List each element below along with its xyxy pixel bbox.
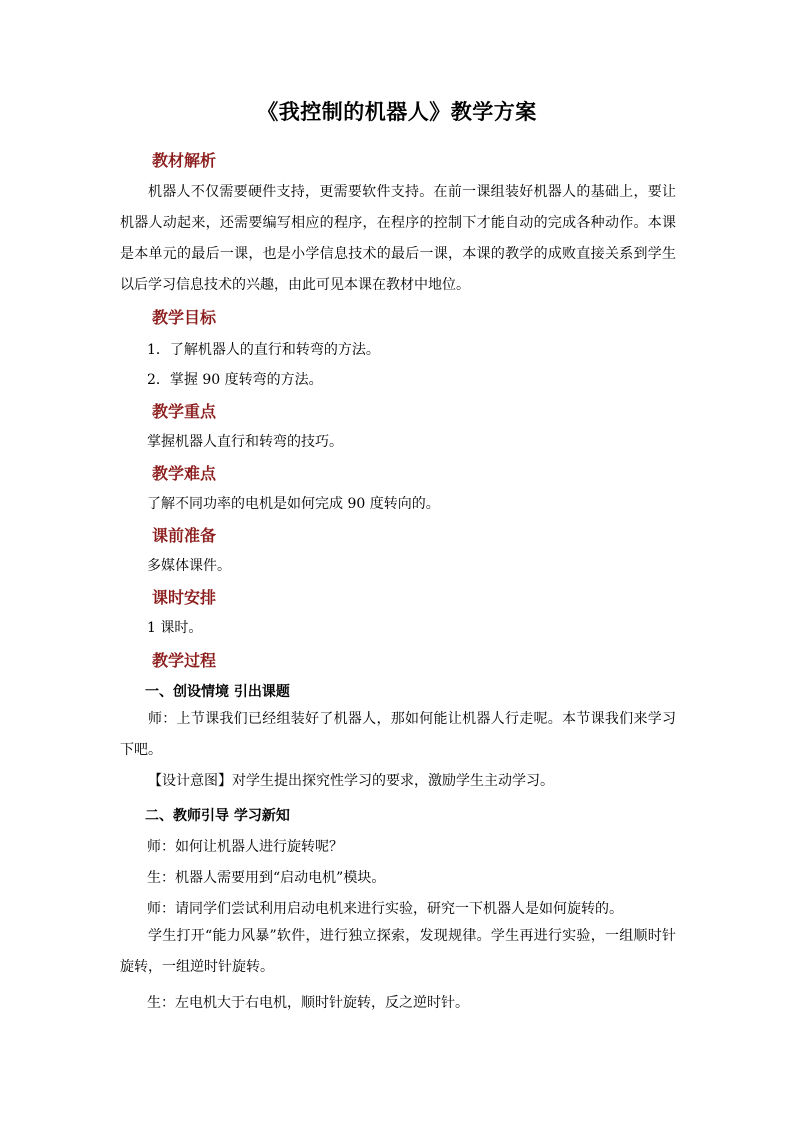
text-key-point: 掌握机器人直行和转弯的技巧。 <box>147 434 343 450</box>
text-question-2: 师：请同学们尝试利用启动电机来进行实验，研究一下机器人是如何旋转的。 <box>147 901 623 917</box>
heading-process: 教学过程 <box>152 651 217 670</box>
heading-preparation: 课前准备 <box>152 526 217 545</box>
text-schedule: 1 课时。 <box>147 620 203 636</box>
heading-key-point: 教学重点 <box>152 402 217 421</box>
text-difficulty: 了解不同功率的电机是如何完成 90 度转向的。 <box>147 496 440 512</box>
paragraph-teacher-intro: 师：上节课我们已经组装好了机器人，那如何能让机器人行走呢。本节课我们来学习下吧。 <box>120 711 676 758</box>
goal-item-2: 2．掌握 90 度转弯的方法。 <box>147 372 323 388</box>
text-question-1: 师：如何让机器人进行旋转呢？ <box>147 839 343 855</box>
text-answer-2: 生：左电机大于右电机，顺时针旋转，反之逆时针。 <box>147 995 469 1011</box>
goal-item-1: 1．了解机器人的直行和转弯的方法。 <box>147 342 380 358</box>
paragraph-analysis: 机器人不仅需要硬件支持，更需要软件支持。在前一课组装好机器人的基础上，要让机器人动起来，还需要编写相应的程序，在程序的控制下才能自动的完成各种动作。本课是本单元的最后一课，也是小学信息技术的最后一课，本课的教学的成败直接关系到学生以后学习信息技术的兴趣，由此可见本课在教材中地位。 <box>120 184 676 293</box>
paragraph-student-activity: 学生打开“能力风暴”软件，进行独立探索，发现规律。学生再进行实验，一组顺时针旋转，一组逆时针旋转。 <box>120 928 676 975</box>
document-title: 《我控制的机器人》教学方案 <box>257 99 537 124</box>
subheading-part1: 一、创设情境 引出课题 <box>145 684 290 700</box>
text-answer-1: 生：机器人需要用到“启动电机”模块。 <box>147 870 386 886</box>
subheading-part2: 二、教师引导 学习新知 <box>145 808 290 824</box>
paragraph-design-intent: 【设计意图】对学生提出探究性学习的要求，激励学生主动学习。 <box>148 773 554 789</box>
heading-goals: 教学目标 <box>152 308 217 327</box>
heading-difficulty: 教学难点 <box>152 464 217 483</box>
text-preparation: 多媒体课件。 <box>147 558 231 574</box>
heading-schedule: 课时安排 <box>152 588 217 607</box>
heading-analysis: 教材解析 <box>152 151 217 170</box>
